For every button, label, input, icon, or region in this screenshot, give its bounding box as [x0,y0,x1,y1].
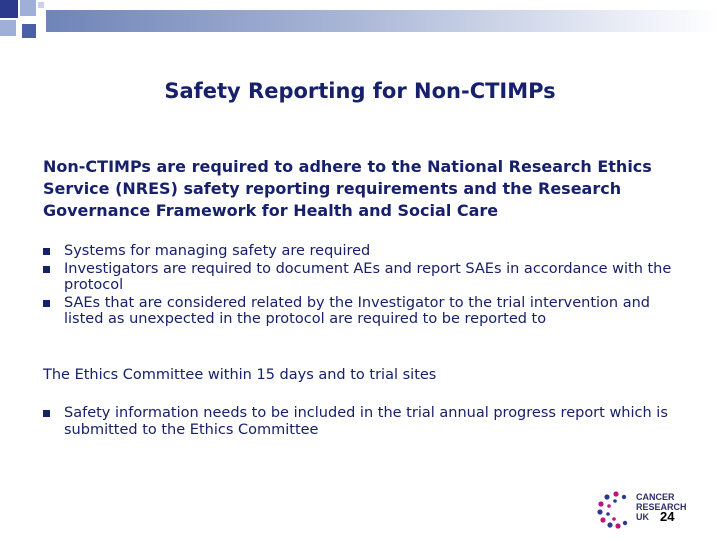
corner-square-4 [22,24,36,38]
cancer-research-uk-logo [596,490,696,530]
corner-square-3 [0,20,16,36]
bullet-item [43,261,693,294]
bullet-text: SAEs that are considered related by the Investigator to the trial intervention and listed as unexpected in the protocol are required to be reported to [64,294,651,327]
corner-square-5 [38,2,44,8]
cancer-research-uk-c-icon [596,490,636,530]
bullet-item [43,405,693,438]
bullet-item [43,243,693,260]
intro-paragraph: Non-CTIMPs are required to adhere to the National Research Ethics Service (NRES) safety reporting requirements and the Research Governance Framework for Health and Social Care [43,157,652,220]
logo-line-3: UK [636,512,649,522]
square-bullet-icon [43,300,50,307]
bullet-list-2 [43,405,693,439]
ethics-committee-line: The Ethics Committee within 15 days and to trial sites [43,367,437,383]
slide-title: Safety Reporting for Non-CTIMPs [164,79,556,103]
corner-square-2 [20,0,36,16]
corner-square-1 [0,0,18,18]
square-bullet-icon [43,266,50,273]
bullet-list [43,243,693,329]
bullet-text: Safety information needs to be included in the trial annual progress report which is submitted to the Ethics Committee [64,405,668,438]
square-bullet-icon [43,410,50,417]
logo-line-1: CANCER [636,492,675,502]
header-gradient-bar [46,10,720,32]
bullet-text: Systems for managing safety are required [64,243,371,259]
page-number: 24 [660,509,675,524]
square-bullet-icon [43,248,50,255]
logo-line-2: RESEARCH [636,502,687,512]
bullet-item [43,295,693,328]
bullet-text: Investigators are required to document AEs and report SAEs in accordance with the protocol [64,260,672,293]
